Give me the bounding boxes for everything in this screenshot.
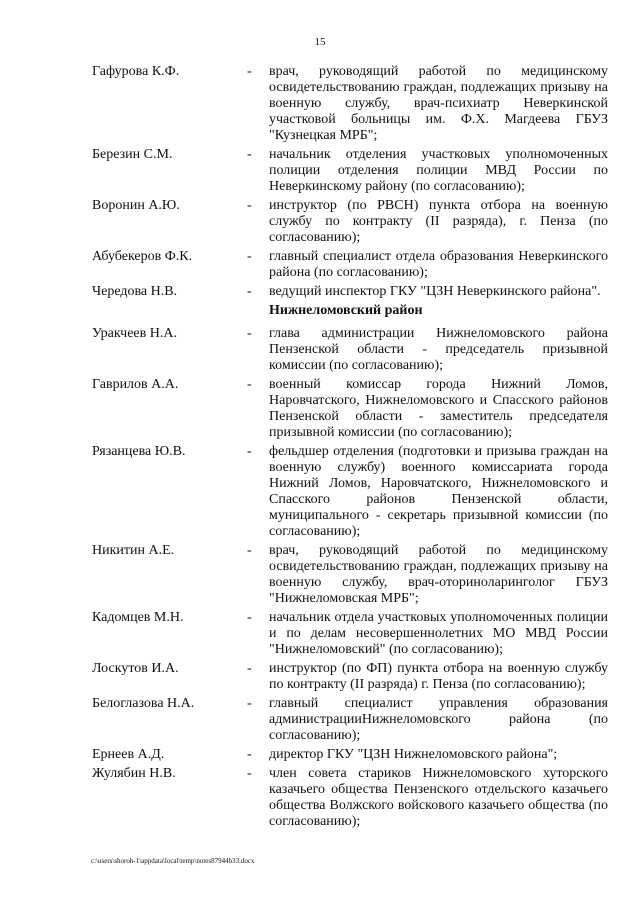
- dash-separator: -: [247, 147, 252, 162]
- member-entry: [0, 198, 640, 246]
- member-name: Ернеев А.Д.: [92, 747, 165, 762]
- member-entry: [0, 326, 640, 374]
- dash-separator: -: [247, 766, 252, 781]
- member-name: Жулябин Н.В.: [92, 766, 176, 781]
- dash-separator: -: [247, 661, 252, 676]
- dash-separator: -: [247, 326, 252, 341]
- dash-separator: -: [247, 610, 252, 625]
- member-entry: [0, 377, 640, 441]
- member-name: Уракчеев Н.А.: [92, 326, 177, 341]
- page-number: 15: [314, 36, 326, 48]
- members-list-nevkinsky: [0, 64, 640, 300]
- member-position: врач, руководящий работой по медицинскому освидетельствованию граждан, подлежащих призыву на военную службу, врач-оториноларинголог ГБУЗ "Нижнеломовская МРБ";: [269, 543, 608, 606]
- member-name: Лоскутов И.А.: [92, 661, 179, 676]
- member-position: главный специалист отдела образования Неверкинского района (по согласованию);: [269, 249, 608, 280]
- dash-separator: -: [247, 284, 252, 299]
- commission-members-list: [0, 64, 640, 833]
- member-entry: [0, 249, 640, 281]
- member-position: врач, руководящий работой по медицинскому освидетельствованию граждан, подлежащих призыву на военную службу, врач-психиатр Неверкинской участковой больницы им. Ф.Х. Магдеева ГБУЗ "Кузнецкая МРБ";: [269, 64, 608, 143]
- member-name: Рязанцева Ю.В.: [92, 444, 186, 459]
- member-entry: [0, 747, 640, 763]
- member-name: Абубекеров Ф.К.: [92, 249, 193, 264]
- file-path-footer: c:\users\shoroh-1\appdata\local\temp\notes87944b33.docx: [91, 857, 255, 865]
- member-position: начальник отделения участковых уполномоченных полиции отделения полиции МВД России по Неверкинскому району (по согласованию);: [269, 147, 608, 194]
- member-entry: [0, 543, 640, 607]
- dash-separator: -: [247, 696, 252, 711]
- member-position: главный специалист управления образования администрацииНижнеломовского района (по согласованию);: [269, 696, 608, 743]
- member-entry: [0, 64, 640, 144]
- member-name: Белоглазова Н.А.: [92, 696, 195, 711]
- member-position: инструктор (по РВСН) пункта отбора на военную службу по контракту (II разряда), г. Пенза (по согласованию);: [269, 198, 608, 245]
- member-name: Воронин А.Ю.: [92, 198, 180, 213]
- member-entry: [0, 147, 640, 195]
- member-entry: [0, 766, 640, 830]
- member-entry: [0, 696, 640, 744]
- dash-separator: -: [247, 377, 252, 392]
- members-list-nizhnelomovsky: [0, 326, 640, 830]
- member-position: начальник отдела участковых уполномоченных полиции и по делам несовершеннолетних МО МВД России "Нижнеломовский" (по согласованию);: [269, 610, 608, 657]
- member-position: глава администрации Нижнеломовского района Пензенской области - председатель призывной комиссии (по согласованию);: [269, 326, 608, 373]
- member-name: Кадомцев М.Н.: [92, 610, 184, 625]
- member-position: инструктор (по ФП) пункта отбора на военную службу по контракту (II разряда) г. Пенза (по согласованию);: [269, 661, 608, 692]
- section-title: Нижнеломовский район: [269, 303, 423, 318]
- member-position: директор ГКУ "ЦЗН Нижнеломовского района";: [269, 747, 558, 762]
- dash-separator: -: [247, 543, 252, 558]
- member-position: член совета стариков Нижнеломовского хуторского казачьего общества Пензенского отдельского казачьего общества Волжского войскового казачьего общества (по согласованию);: [269, 766, 608, 829]
- member-entry: [0, 661, 640, 693]
- member-position: военный комиссар города Нижний Ломов, Наровчатского, Нижнеломовского и Спасского районов Пензенской области - заместитель председателя призывной комиссии (по согласованию);: [269, 377, 608, 440]
- dash-separator: -: [247, 64, 252, 79]
- dash-separator: -: [247, 444, 252, 459]
- member-name: Березин С.М.: [92, 147, 173, 162]
- dash-separator: -: [247, 747, 252, 762]
- member-entry: [0, 444, 640, 540]
- dash-separator: -: [247, 249, 252, 264]
- member-position: фельдшер отделения (подготовки и призыва граждан на военную службу) военного комиссариата города Нижний Ломов, Наровчатского, Нижнеломовского и Спасского районов Пензенской области, муниципального - секретарь призывной комиссии (по согласованию);: [269, 444, 608, 539]
- member-name: Чередова Н.В.: [92, 284, 178, 299]
- member-name: Никитин А.Е.: [92, 543, 175, 558]
- member-entry: [0, 284, 640, 300]
- dash-separator: -: [247, 198, 252, 213]
- member-entry: [0, 610, 640, 658]
- member-name: Гаврилов А.А.: [92, 377, 179, 392]
- member-name: Гафурова К.Ф.: [92, 64, 180, 79]
- member-position: ведущий инспектор ГКУ "ЦЗН Неверкинского района".: [269, 284, 601, 299]
